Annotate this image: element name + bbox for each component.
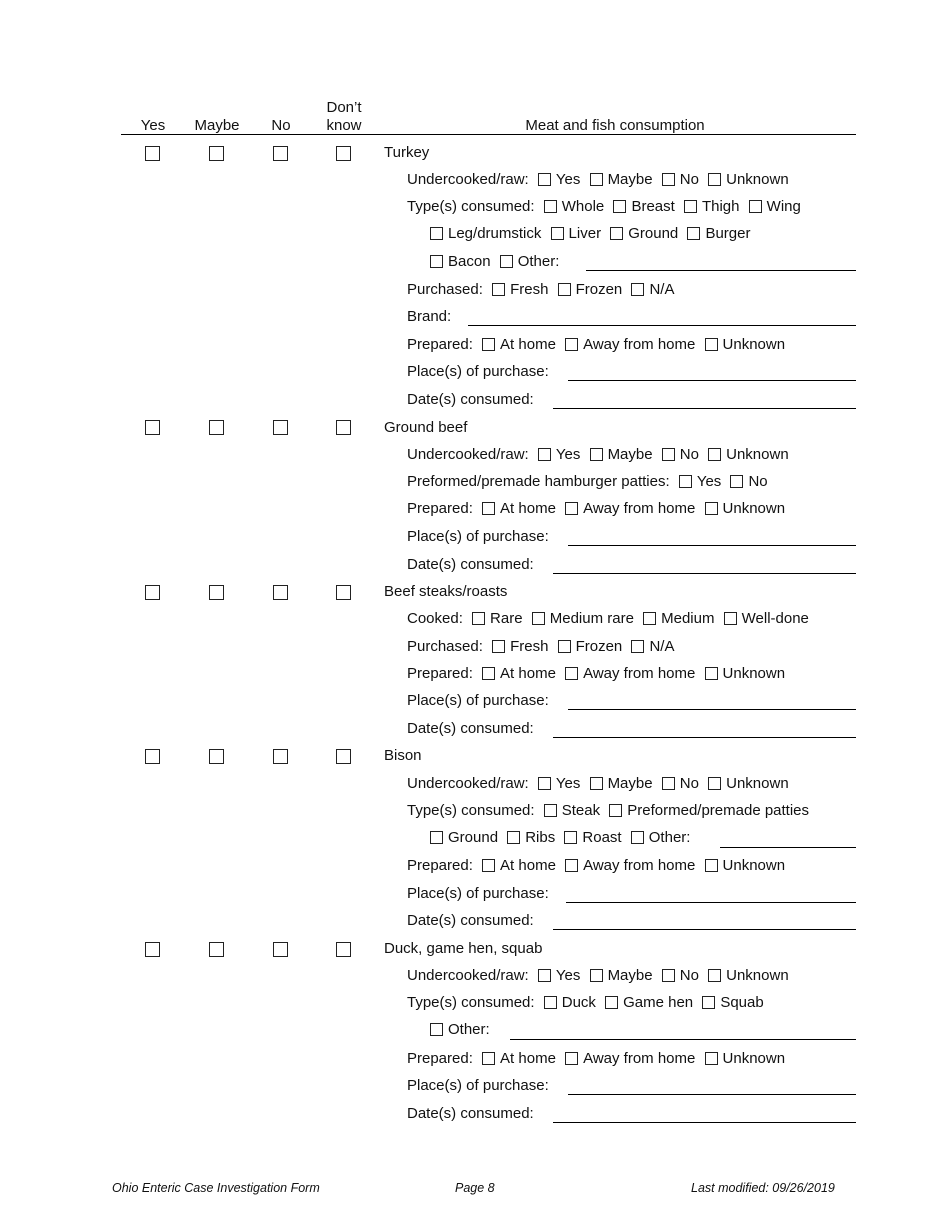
steaks-dontknow-checkbox[interactable] (336, 585, 351, 600)
gbeef-maybe-checkbox[interactable] (209, 420, 224, 435)
bison-types-row2 (425, 828, 690, 848)
option-label: N/A (649, 281, 675, 298)
undercooked-unknown-checkbox[interactable] (708, 448, 721, 461)
duck-squab-checkbox[interactable] (702, 996, 715, 1009)
option-label: Steak (561, 802, 601, 819)
option-label: Squab (720, 994, 764, 1011)
bison-place-row (407, 884, 549, 904)
option-label: Yes (555, 171, 581, 188)
undercooked-unknown-checkbox[interactable] (708, 173, 721, 186)
option-label: Unknown (722, 500, 786, 517)
col-no-header: No (271, 117, 291, 134)
place-label: Place(s) of purchase: (407, 528, 549, 545)
option-label: Breast (631, 198, 675, 215)
option-label: Duck (561, 994, 596, 1011)
gbeef-date-row (407, 555, 534, 575)
undercooked-no-checkbox[interactable] (662, 173, 675, 186)
option-label: Yes (555, 967, 581, 984)
duck-date-field[interactable] (553, 1122, 856, 1123)
turkey-date-field[interactable] (553, 408, 856, 409)
option-label: Game hen (623, 994, 694, 1011)
option-label: Maybe (607, 446, 653, 463)
place-label: Place(s) of purchase: (407, 1077, 549, 1094)
turkey-types-row2 (425, 224, 750, 244)
turkey-wing-checkbox[interactable] (749, 200, 762, 213)
turkey-maybe-checkbox[interactable] (209, 146, 224, 161)
option-label: Ground (448, 829, 499, 846)
duck-undercooked-row (407, 966, 789, 986)
gbeef-date-field[interactable] (553, 573, 856, 574)
prepared-away-checkbox[interactable] (565, 1052, 578, 1065)
option-label: Unknown (726, 171, 789, 188)
purchased-na-checkbox[interactable] (631, 283, 644, 296)
bison-other-checkbox[interactable] (631, 831, 644, 844)
turkey-other-field[interactable] (586, 270, 856, 271)
col-dontknow-line1: Don’t (326, 99, 362, 116)
cooked-rare-checkbox[interactable] (472, 612, 485, 625)
bison-ground-checkbox[interactable] (430, 831, 443, 844)
bison-no-checkbox[interactable] (273, 749, 288, 764)
undercooked-label: Undercooked/raw: (407, 171, 529, 188)
steaks-no-checkbox[interactable] (273, 585, 288, 600)
steaks-date-field[interactable] (553, 737, 856, 738)
prepared-away-checkbox[interactable] (565, 338, 578, 351)
undercooked-no-checkbox[interactable] (662, 777, 675, 790)
duck-types-row2 (425, 1020, 490, 1040)
bison-date-field[interactable] (553, 929, 856, 930)
steaks-prepared-row (407, 664, 785, 684)
gbeef-yes-checkbox[interactable] (145, 420, 160, 435)
option-label: Ground (628, 225, 679, 242)
turkey-thigh-checkbox[interactable] (684, 200, 697, 213)
turkey-yes-checkbox[interactable] (145, 146, 160, 161)
option-label: Whole (561, 198, 605, 215)
option-label: Leg/drumstick (448, 225, 542, 242)
turkey-other-checkbox[interactable] (500, 255, 513, 268)
turkey-liver-checkbox[interactable] (551, 227, 564, 240)
option-label: Maybe (607, 171, 653, 188)
undercooked-no-checkbox[interactable] (662, 448, 675, 461)
option-label: Well-done (741, 610, 809, 627)
prepared-unknown-checkbox[interactable] (705, 859, 718, 872)
undercooked-yes-checkbox[interactable] (538, 448, 551, 461)
header-rule (121, 134, 856, 135)
bison-types-row (407, 801, 809, 821)
option-label: Unknown (726, 775, 789, 792)
option-label: Away from home (583, 336, 696, 353)
duck-label: Duck, game hen, squab (384, 940, 543, 957)
option-label: Burger (705, 225, 751, 242)
duck-no-checkbox[interactable] (273, 942, 288, 957)
duck-other-field[interactable] (510, 1039, 856, 1040)
option-label: Unknown (722, 665, 786, 682)
turkey-undercooked-row (407, 170, 789, 190)
bison-other-field[interactable] (720, 847, 856, 848)
types-label: Type(s) consumed: (407, 994, 535, 1011)
undercooked-no-checkbox[interactable] (662, 969, 675, 982)
option-label: Thigh (701, 198, 740, 215)
turkey-prepared-row (407, 335, 785, 355)
gbeef-dontknow-checkbox[interactable] (336, 420, 351, 435)
duck-prepared-row (407, 1049, 785, 1069)
undercooked-unknown-checkbox[interactable] (708, 969, 721, 982)
steaks-place-row (407, 691, 549, 711)
duck-types-row (407, 993, 764, 1013)
gbeef-patties-row (407, 472, 768, 492)
bison-prepared-row (407, 856, 785, 876)
date-label: Date(s) consumed: (407, 391, 534, 408)
patties-yes-checkbox[interactable] (679, 475, 692, 488)
turkey-types-row (407, 197, 801, 217)
date-label: Date(s) consumed: (407, 912, 534, 929)
gbeef-label: Ground beef (384, 419, 468, 436)
undercooked-yes-checkbox[interactable] (538, 777, 551, 790)
footer-page-number: Page 8 (455, 1181, 495, 1195)
footer-last-modified: Last modified: 09/26/2019 (691, 1181, 835, 1195)
option-label: Away from home (583, 857, 696, 874)
date-label: Date(s) consumed: (407, 556, 534, 573)
purchased-label: Purchased: (407, 281, 483, 298)
bison-steak-checkbox[interactable] (544, 804, 557, 817)
option-label: Liver (568, 225, 602, 242)
undercooked-yes-checkbox[interactable] (538, 969, 551, 982)
prepared-athome-checkbox[interactable] (482, 1052, 495, 1065)
option-label: Unknown (722, 1050, 786, 1067)
option-label: Ribs (525, 829, 556, 846)
option-label: No (679, 171, 699, 188)
prepared-away-checkbox[interactable] (565, 859, 578, 872)
option-label: No (679, 775, 699, 792)
steaks-cooked-row (407, 609, 809, 629)
turkey-breast-checkbox[interactable] (613, 200, 626, 213)
bison-place-field[interactable] (566, 902, 856, 903)
steaks-maybe-checkbox[interactable] (209, 585, 224, 600)
duck-date-row (407, 1104, 534, 1124)
option-label: Yes (555, 775, 581, 792)
prepared-unknown-checkbox[interactable] (705, 667, 718, 680)
option-label: At home (500, 1050, 556, 1067)
duck-place-field[interactable] (568, 1094, 856, 1095)
steaks-purchased-row (407, 637, 674, 657)
turkey-purchased-row (407, 280, 674, 300)
purchased-frozen-checkbox[interactable] (558, 283, 571, 296)
undercooked-maybe-checkbox[interactable] (590, 969, 603, 982)
option-label: Other: (448, 1021, 490, 1038)
option-label: Yes (555, 446, 581, 463)
purchased-fresh-checkbox[interactable] (492, 640, 505, 653)
turkey-place-row (407, 362, 549, 382)
undercooked-maybe-checkbox[interactable] (590, 173, 603, 186)
date-label: Date(s) consumed: (407, 1105, 534, 1122)
option-label: Maybe (607, 775, 653, 792)
turkey-ground-checkbox[interactable] (610, 227, 623, 240)
section-title: Meat and fish consumption (525, 117, 705, 134)
prepared-athome-checkbox[interactable] (482, 502, 495, 515)
gbeef-place-row (407, 527, 549, 547)
bison-maybe-checkbox[interactable] (209, 749, 224, 764)
prepared-label: Prepared: (407, 665, 473, 682)
option-label: Frozen (575, 281, 623, 298)
footer-form-name: Ohio Enteric Case Investigation Form (112, 1181, 320, 1195)
bison-roast-checkbox[interactable] (564, 831, 577, 844)
option-label: Unknown (722, 857, 786, 874)
undercooked-label: Undercooked/raw: (407, 446, 529, 463)
bison-undercooked-row (407, 774, 789, 794)
turkey-dontknow-checkbox[interactable] (336, 146, 351, 161)
turkey-no-checkbox[interactable] (273, 146, 288, 161)
option-label: At home (500, 857, 556, 874)
option-label: Away from home (583, 500, 696, 517)
prepared-away-checkbox[interactable] (565, 667, 578, 680)
option-label: Unknown (722, 336, 786, 353)
option-label: Frozen (575, 638, 623, 655)
prepared-athome-checkbox[interactable] (482, 667, 495, 680)
duck-place-row (407, 1076, 549, 1096)
undercooked-label: Undercooked/raw: (407, 967, 529, 984)
col-maybe-header: Maybe (194, 117, 240, 134)
turkey-date-row (407, 390, 534, 410)
types-label: Type(s) consumed: (407, 802, 535, 819)
option-label: Medium rare (549, 610, 634, 627)
steaks-yes-checkbox[interactable] (145, 585, 160, 600)
turkey-place-field[interactable] (568, 380, 856, 381)
prepared-away-checkbox[interactable] (565, 502, 578, 515)
option-label: Roast (582, 829, 622, 846)
prepared-unknown-checkbox[interactable] (705, 1052, 718, 1065)
date-label: Date(s) consumed: (407, 720, 534, 737)
option-label: Unknown (726, 446, 789, 463)
prepared-athome-checkbox[interactable] (482, 859, 495, 872)
turkey-leg-checkbox[interactable] (430, 227, 443, 240)
option-label: Fresh (510, 281, 549, 298)
option-label: Bacon (448, 253, 491, 270)
undercooked-yes-checkbox[interactable] (538, 173, 551, 186)
col-yes-header: Yes (140, 117, 166, 134)
gbeef-undercooked-row (407, 445, 789, 465)
purchased-frozen-checkbox[interactable] (558, 640, 571, 653)
steaks-place-field[interactable] (568, 709, 856, 710)
bison-patties-checkbox[interactable] (609, 804, 622, 817)
cooked-label: Cooked: (407, 610, 463, 627)
option-label: Fresh (510, 638, 549, 655)
turkey-burger-checkbox[interactable] (687, 227, 700, 240)
place-label: Place(s) of purchase: (407, 692, 549, 709)
turkey-bacon-checkbox[interactable] (430, 255, 443, 268)
duck-dontknow-checkbox[interactable] (336, 942, 351, 957)
option-label: Yes (696, 473, 722, 490)
bison-ribs-checkbox[interactable] (507, 831, 520, 844)
option-label: Unknown (726, 967, 789, 984)
duck-duck-checkbox[interactable] (544, 996, 557, 1009)
option-label: At home (500, 665, 556, 682)
bison-yes-checkbox[interactable] (145, 749, 160, 764)
prepared-label: Prepared: (407, 857, 473, 874)
place-label: Place(s) of purchase: (407, 363, 549, 380)
option-label: Maybe (607, 967, 653, 984)
prepared-label: Prepared: (407, 500, 473, 517)
gbeef-place-field[interactable] (568, 545, 856, 546)
steaks-date-row (407, 719, 534, 739)
option-label: Away from home (583, 1050, 696, 1067)
option-label: Medium (661, 610, 715, 627)
option-label: Wing (766, 198, 801, 215)
duck-gamehen-checkbox[interactable] (605, 996, 618, 1009)
prepared-label: Prepared: (407, 336, 473, 353)
option-label: At home (500, 500, 556, 517)
purchased-label: Purchased: (407, 638, 483, 655)
brand-label: Brand: (407, 308, 452, 325)
option-label: Rare (490, 610, 523, 627)
gbeef-prepared-row (407, 499, 785, 519)
duck-other-checkbox[interactable] (430, 1023, 443, 1036)
bison-dontknow-checkbox[interactable] (336, 749, 351, 764)
patties-no-checkbox[interactable] (730, 475, 743, 488)
purchased-fresh-checkbox[interactable] (492, 283, 505, 296)
types-label: Type(s) consumed: (407, 198, 535, 215)
gbeef-no-checkbox[interactable] (273, 420, 288, 435)
prepared-unknown-checkbox[interactable] (705, 502, 718, 515)
turkey-types-row3 (425, 252, 559, 272)
option-label: Other: (517, 253, 560, 270)
option-label: No (679, 967, 699, 984)
turkey-brand-field[interactable] (468, 325, 856, 326)
cooked-medrare-checkbox[interactable] (532, 612, 545, 625)
duck-maybe-checkbox[interactable] (209, 942, 224, 957)
steaks-label: Beef steaks/roasts (384, 583, 508, 600)
duck-yes-checkbox[interactable] (145, 942, 160, 957)
option-label: No (679, 446, 699, 463)
option-label: Other: (648, 829, 691, 846)
undercooked-maybe-checkbox[interactable] (590, 777, 603, 790)
col-dontknow-line2: know (326, 117, 362, 134)
prepared-unknown-checkbox[interactable] (705, 338, 718, 351)
bison-date-row (407, 911, 534, 931)
undercooked-maybe-checkbox[interactable] (590, 448, 603, 461)
prepared-label: Prepared: (407, 1050, 473, 1067)
option-label: At home (500, 336, 556, 353)
bison-label: Bison (384, 747, 422, 764)
option-label: Preformed/premade patties (627, 802, 810, 819)
prepared-athome-checkbox[interactable] (482, 338, 495, 351)
option-label: Away from home (583, 665, 696, 682)
turkey-label: Turkey (384, 144, 430, 161)
col-dontknow-header (318, 99, 370, 135)
undercooked-label: Undercooked/raw: (407, 775, 529, 792)
cooked-medium-checkbox[interactable] (643, 612, 656, 625)
place-label: Place(s) of purchase: (407, 885, 549, 902)
turkey-whole-checkbox[interactable] (544, 200, 557, 213)
cooked-welldone-checkbox[interactable] (724, 612, 737, 625)
purchased-na-checkbox[interactable] (631, 640, 644, 653)
turkey-brand-row (407, 307, 451, 327)
undercooked-unknown-checkbox[interactable] (708, 777, 721, 790)
option-label: No (748, 473, 768, 490)
option-label: N/A (649, 638, 675, 655)
patties-label: Preformed/premade hamburger patties: (407, 473, 670, 490)
